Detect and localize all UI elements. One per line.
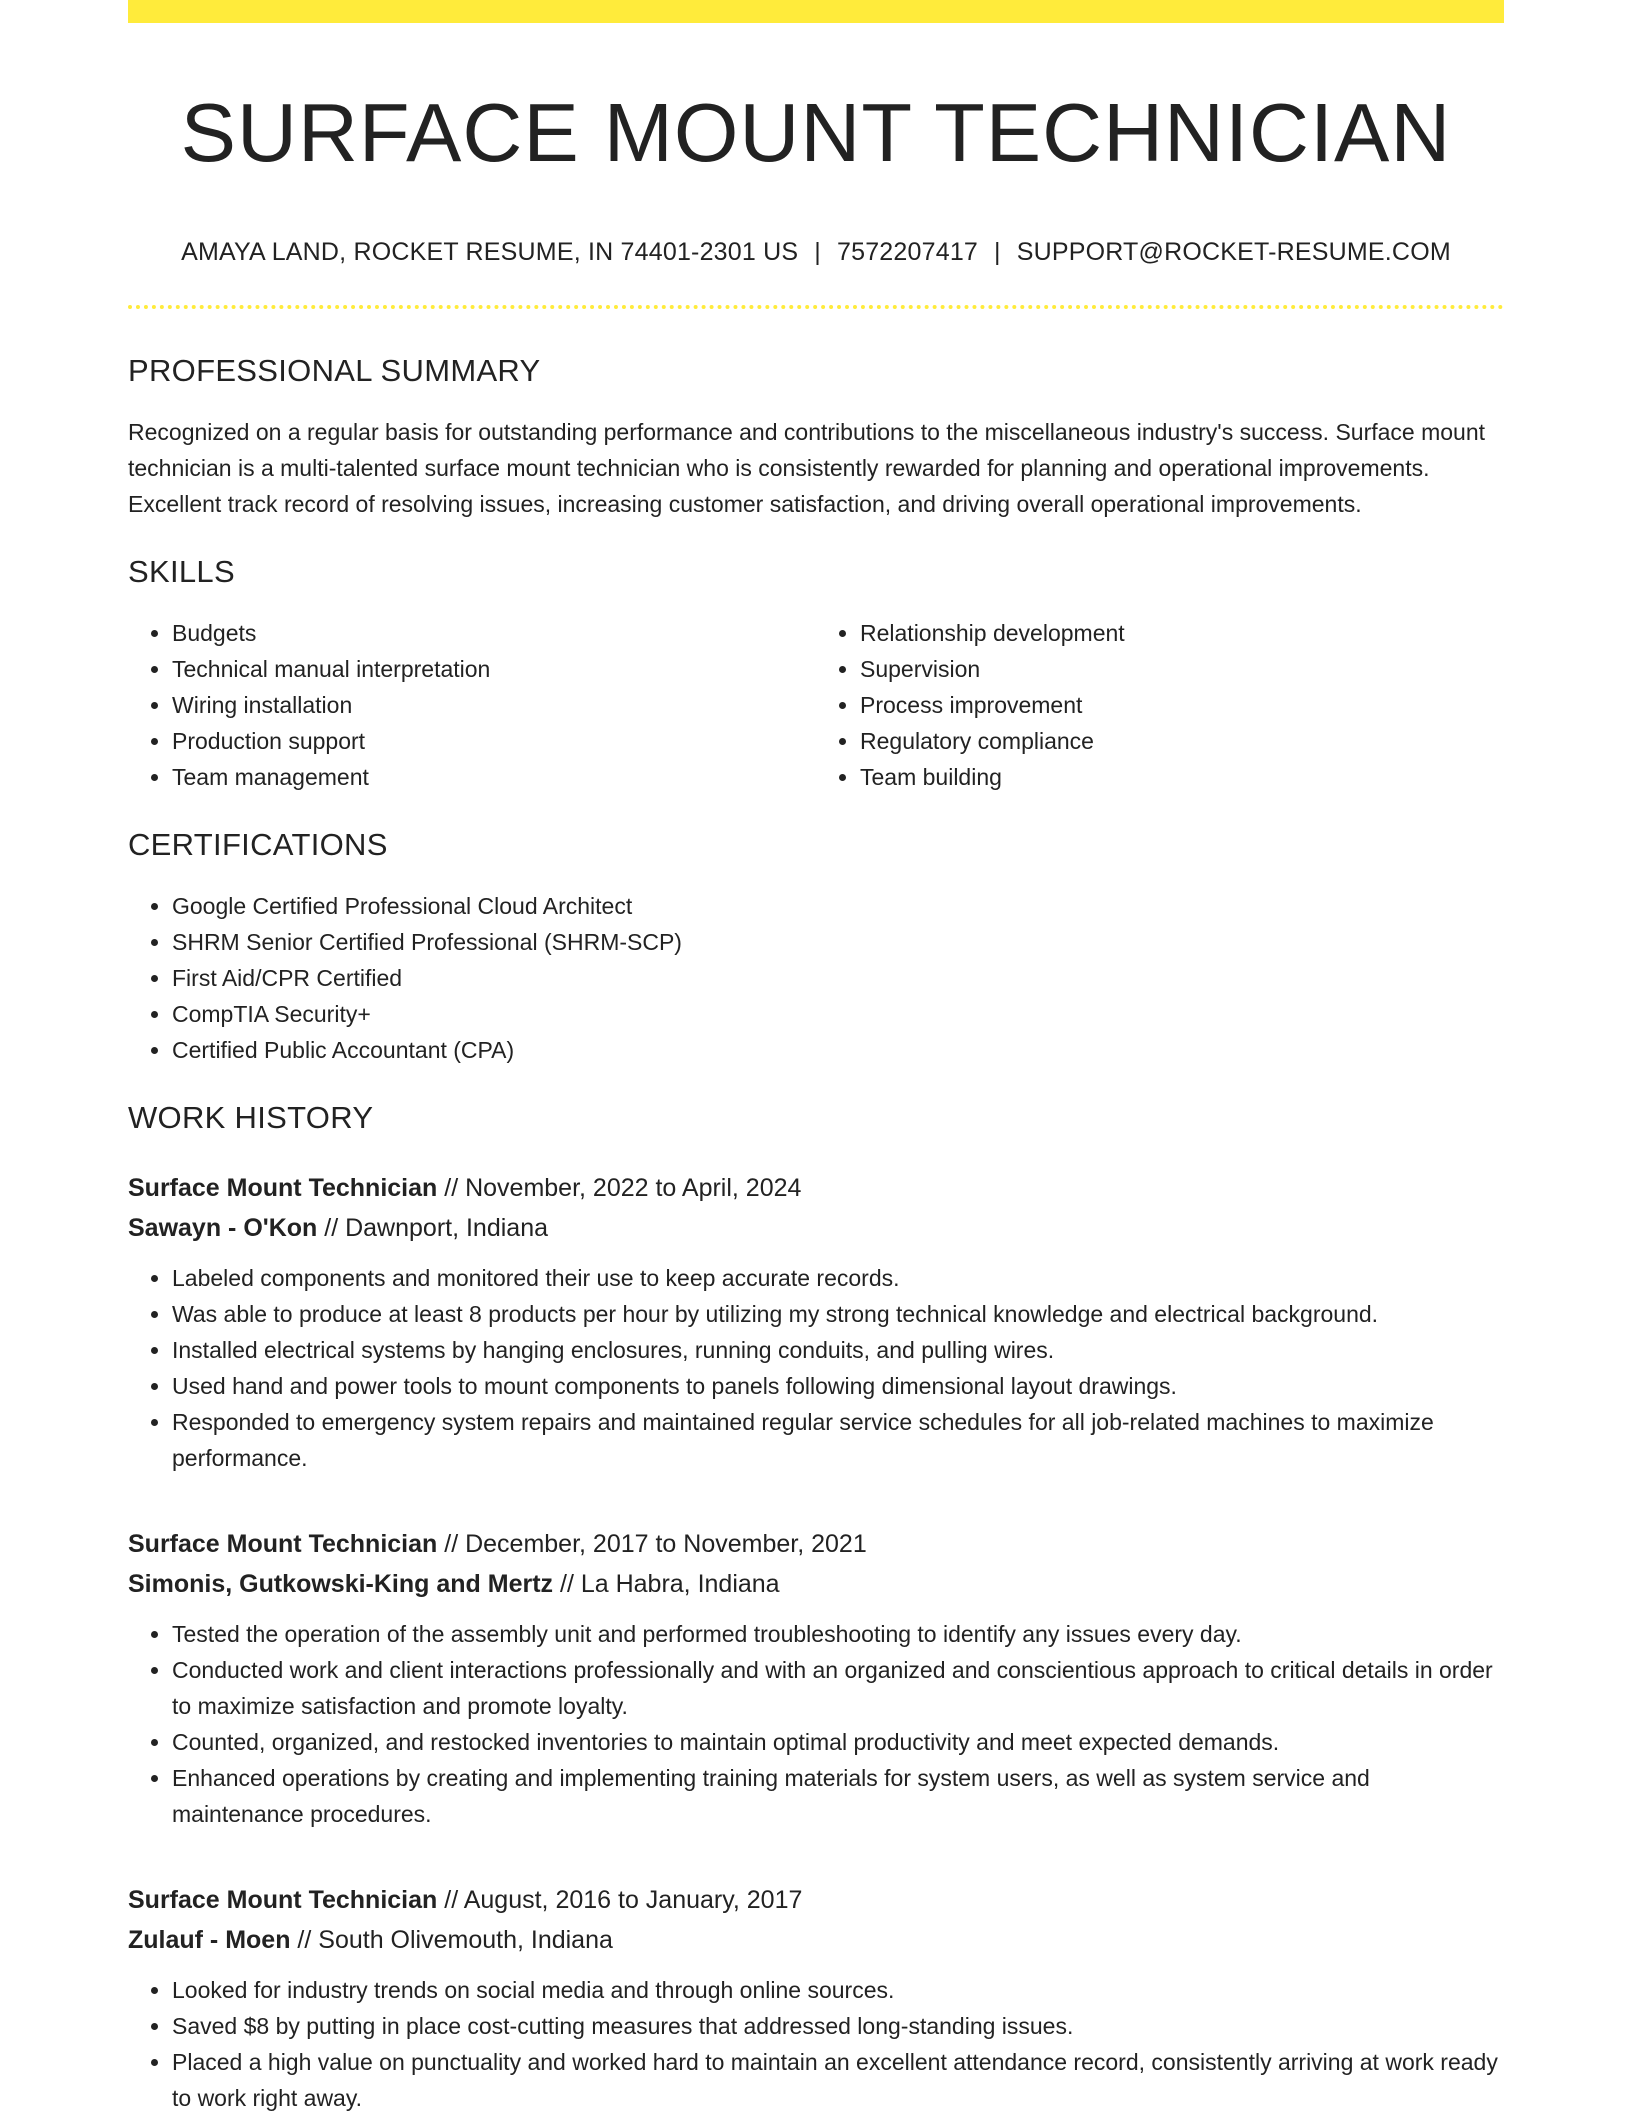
job-company: Simonis, Gutkowski-King and Mertz [128,1569,554,1598]
dotted-divider [128,305,1504,309]
job-bullets [128,1972,1504,2116]
contact-line [128,238,1504,267]
job-dates: // August, 2016 to January, 2017 [437,1885,803,1914]
skill-item: • Relationship development [860,615,1504,651]
summary-text: Recognized on a regular basis for outstanding performance and contributions to the miscellaneous industry's success. Surface mount technician is a multi-talented surface mount technician who is consistently rewarded for planning and operational improvements. Excellent track record of resolving issues, increasing customer satisfaction, and driving overall operational improvements. [128,418,1486,517]
job-entry [128,1524,1504,1832]
professional-summary-section [128,353,1504,522]
certifications-section [128,827,1504,1068]
job-title: Surface Mount Technician [128,1173,438,1202]
job-bullet: • Labeled components and monitored their use to keep accurate records. [172,1260,1504,1296]
job-bullet: • Conducted work and client interactions professionally and with an organized and conscientious approach to critical details in order to maximize satisfaction and promote loyalty. [172,1652,1504,1724]
job-entry [128,1880,1504,2116]
job-title-line [128,1524,1504,1564]
job-dates: // December, 2017 to November, 2021 [437,1529,867,1558]
skills-section [128,554,1504,795]
certification-item: • SHRM Senior Certified Professional (SHRM-SCP) [172,924,1504,960]
job-location: // La Habra, Indiana [553,1569,780,1598]
job-bullet: • Saved $8 by putting in place cost-cutting measures that addressed long-standing issues. [172,2008,1504,2044]
skill-item: • Regulatory compliance [860,723,1504,759]
contact-email: SUPPORT@ROCKET-RESUME.COM [1016,237,1451,266]
contact-separator: | [814,237,821,266]
job-dates: // November, 2022 to April, 2024 [437,1173,802,1202]
contact-phone: 7572207417 [836,237,979,266]
job-company-line [128,1564,1504,1604]
skill-item: • Wiring installation [172,687,816,723]
section-heading-work-history: WORK HISTORY [128,1099,374,1135]
job-company-line [128,1208,1504,1248]
skill-item: • Budgets [172,615,816,651]
skill-item: • Team management [172,759,816,795]
job-bullets [128,1260,1504,1476]
job-title: Surface Mount Technician [128,1885,438,1914]
resume-page [128,0,1504,2116]
certification-item: • Certified Public Accountant (CPA) [172,1032,1504,1068]
skill-item: • Team building [860,759,1504,795]
job-bullet: • Counted, organized, and restocked inventories to maintain optimal productivity and meet expected demands. [172,1724,1504,1760]
job-company-line [128,1920,1504,1960]
job-bullet: • Used hand and power tools to mount components to panels following dimensional layout drawings. [172,1368,1504,1404]
job-bullet: • Responded to emergency system repairs and maintained regular service schedules for all job-related machines to maximize performance. [172,1404,1504,1476]
skill-item: • Process improvement [860,687,1504,723]
certification-item: • CompTIA Security+ [172,996,1504,1032]
certification-item: • First Aid/CPR Certified [172,960,1504,996]
work-history-section [128,1100,1504,2116]
job-company: Sawayn - O'Kon [128,1213,318,1242]
job-bullet: • Tested the operation of the assembly unit and performed troubleshooting to identify any issues every day. [172,1616,1504,1652]
section-heading-summary: PROFESSIONAL SUMMARY [128,352,541,388]
job-location: // South Olivemouth, Indiana [290,1925,613,1954]
job-location: // Dawnport, Indiana [317,1213,549,1242]
skill-item: • Production support [172,723,816,759]
skill-item: • Technical manual interpretation [172,651,816,687]
skills-list-left [128,615,816,795]
job-entry [128,1168,1504,1476]
job-bullet: • Was able to produce at least 8 products per hour by utilizing my strong technical knowledge and electrical background. [172,1296,1504,1332]
certification-item: • Google Certified Professional Cloud Architect [172,888,1504,924]
job-title: Surface Mount Technician [128,1529,438,1558]
skill-item: • Supervision [860,651,1504,687]
job-company: Zulauf - Moen [128,1925,291,1954]
contact-address: AMAYA LAND, ROCKET RESUME, IN 74401-2301 US [181,237,799,266]
resume-title: SURFACE MOUNT TECHNICIAN [180,86,1452,179]
job-bullet: • Placed a high value on punctuality and worked hard to maintain an excellent attendance record, consistently arriving at work ready to work right away. [172,2044,1504,2116]
accent-top-bar [128,0,1504,23]
job-title-line [128,1168,1504,1208]
job-bullet: • Installed electrical systems by hanging enclosures, running conduits, and pulling wires. [172,1332,1504,1368]
contact-separator: | [994,237,1001,266]
section-heading-skills: SKILLS [128,553,235,589]
section-heading-certifications: CERTIFICATIONS [128,826,388,862]
skills-list-right [816,615,1504,795]
job-title-line [128,1880,1504,1920]
job-bullet: • Enhanced operations by creating and implementing training materials for system users, as well as system service and maintenance procedures. [172,1760,1504,1832]
job-bullets [128,1616,1504,1832]
job-bullet: • Looked for industry trends on social media and through online sources. [172,1972,1504,2008]
certifications-list [128,888,1504,1068]
skills-columns [128,615,1504,795]
